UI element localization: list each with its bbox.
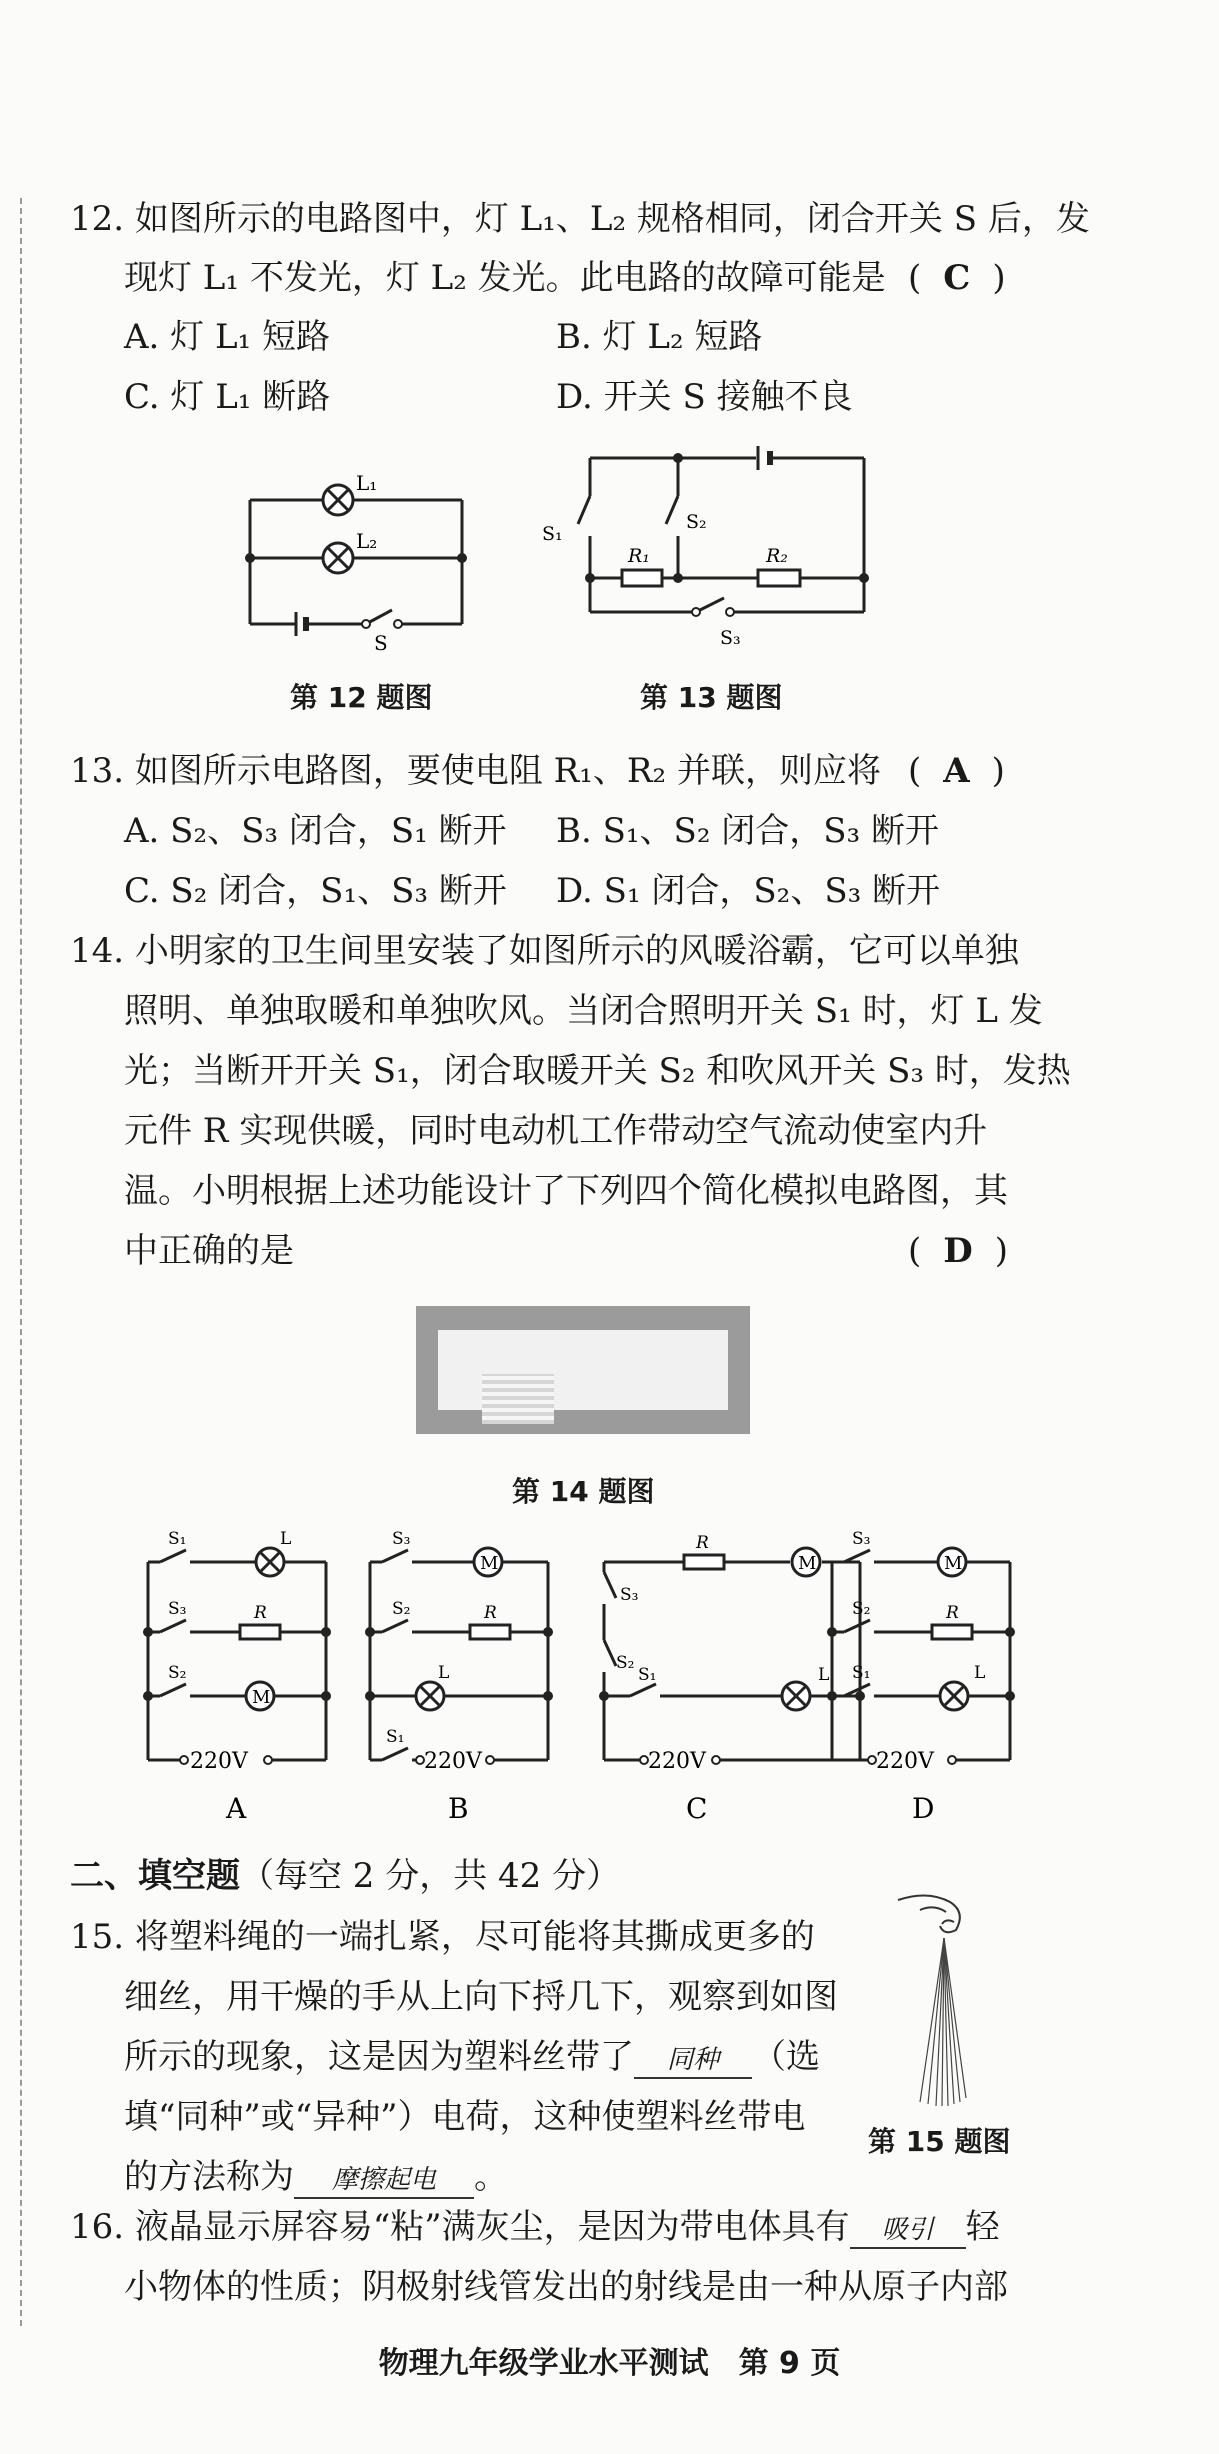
q13-option-a: A. S₂、S₃ 闭合，S₁ 断开 xyxy=(124,811,507,851)
section2-title: 二、填空题 xyxy=(70,1856,240,1896)
circuit-a-label-s1: S₁ xyxy=(168,1529,187,1549)
circuit-c-motor-icon xyxy=(792,1548,820,1576)
circuit-a-label-s3: S₃ xyxy=(168,1599,187,1619)
circuit-c-label-s1: S₁ xyxy=(638,1665,657,1685)
q15-line5 xyxy=(124,2154,508,2200)
circuit-c xyxy=(599,1533,865,1825)
fig12-lamp-l1-icon xyxy=(323,485,353,515)
q13-answer-value: A xyxy=(943,751,970,791)
fig12-battery-icon xyxy=(296,612,306,636)
q13-answer: ( A ) xyxy=(908,751,1005,791)
q15-line5-end: 。 xyxy=(474,2157,508,2197)
fig14-caption: 第 14 题图 xyxy=(512,1475,655,1508)
circuit-c-option-label: C xyxy=(686,1792,708,1825)
fig13-resistor-r2 xyxy=(758,570,800,586)
fig13-resistor-r1 xyxy=(622,570,662,586)
q15-blank1: 同种 xyxy=(634,2043,752,2079)
q12-option-d: D. 开关 S 接触不良 xyxy=(556,377,853,417)
q16-line1-text: 16. 液晶显示屏容易“粘”满灰尘，是因为带电体具有 xyxy=(70,2207,850,2247)
circuit-c-resistor xyxy=(684,1555,724,1569)
q16-line2: 小物体的性质；阴极射线管发出的射线是由一种从原子内部 xyxy=(124,2267,1008,2307)
bath-heater-vent xyxy=(482,1374,554,1424)
fig13-label-r1: R₁ xyxy=(628,545,650,567)
q16-line1 xyxy=(70,2204,1000,2250)
circuit-b-label-s2: S₂ xyxy=(392,1599,411,1619)
q13-option-c: C. S₂ 闭合，S₁、S₃ 断开 xyxy=(124,871,507,911)
fig15-caption: 第 15 题图 xyxy=(868,2125,1011,2158)
circuit-c-label-r: R xyxy=(696,1533,709,1553)
q14-line5: 温。小明根据上述功能设计了下列四个简化模拟电路图，其 xyxy=(124,1171,1008,1211)
circuit-b-lamp-icon xyxy=(416,1682,444,1710)
circuit-b-voltage: 220V xyxy=(424,1749,482,1774)
q15-line3 xyxy=(124,2034,820,2080)
page-footer: 物理九年级学业水平测试 第 9 页 xyxy=(378,2346,841,2381)
fig12-circuit-diagram xyxy=(236,462,476,655)
fig13-circuit-diagram xyxy=(528,436,888,662)
fig12-label-l1: L₁ xyxy=(356,471,378,495)
q15-line5-text: 的方法称为 xyxy=(124,2157,294,2197)
q12-answer-value: C xyxy=(943,258,971,298)
fig13-label-s3: S₃ xyxy=(720,627,741,649)
q13-option-d: D. S₁ 闭合，S₂、S₃ 断开 xyxy=(556,871,941,911)
q13-line1: 13. 如图所示电路图，要使电阻 R₁、R₂ 并联，则应将 xyxy=(70,751,881,791)
q12-option-a: A. 灯 L₁ 短路 xyxy=(124,317,330,357)
circuit-a-label-l: L xyxy=(280,1529,292,1549)
circuit-d xyxy=(827,1529,1015,1825)
fig13-battery-icon xyxy=(758,446,770,470)
q14-line4: 元件 R 实现供暖，同时电动机工作带动空气流动使室内升 xyxy=(124,1111,988,1151)
fig13-label-r2: R₂ xyxy=(766,545,788,567)
q15-blank2: 摩擦起电 xyxy=(294,2163,474,2199)
fig12-label-l2: L₂ xyxy=(356,529,378,553)
fig13-caption: 第 13 题图 xyxy=(640,681,783,714)
circuit-d-voltage: 220V xyxy=(876,1749,934,1774)
circuit-d-option-label: D xyxy=(912,1792,935,1825)
fig14-circuit-options: M S₁ L S₃ R S₂ 220V A S₃ S₂ R L S₁ 220V B R S₃ S₂ S₁ L 220V C S₃ S₂ R S₁ L 220V D xyxy=(120,1520,1040,1820)
circuit-a-option-label: A xyxy=(226,1792,247,1825)
q16-blank1: 吸引 xyxy=(850,2213,966,2249)
circuit-c-label-s2: S₂ xyxy=(616,1653,635,1673)
circuit-b-resistor xyxy=(470,1625,510,1639)
fig12-caption: 第 12 题图 xyxy=(290,681,433,714)
circuit-c-voltage: 220V xyxy=(648,1749,706,1774)
circuit-b-label-l: L xyxy=(438,1663,450,1683)
q12-option-c: C. 灯 L₁ 断路 xyxy=(124,377,331,417)
q14-answer: ( D ) xyxy=(908,1231,1009,1271)
circuit-c-label-s3: S₃ xyxy=(620,1585,639,1605)
q15-line2: 细丝，用干燥的手从上向下捋几下，观察到如图 xyxy=(124,1977,838,2017)
q15-line4: 填“同种”或“异种”）电荷，这种使塑料丝带电 xyxy=(124,2097,806,2137)
circuit-a-label-r: R xyxy=(254,1603,267,1623)
circuit-b-label-s3: S₃ xyxy=(392,1529,411,1549)
q15-line3-text: 所示的现象，这是因为塑料丝带了 xyxy=(124,2037,634,2077)
q14-answer-value: D xyxy=(943,1231,973,1271)
fig13-label-s2: S₂ xyxy=(686,511,707,533)
q13-option-b: B. S₁、S₂ 闭合，S₃ 断开 xyxy=(556,811,939,851)
circuit-a-resistor xyxy=(240,1625,280,1639)
circuit-c-lamp-icon xyxy=(782,1682,810,1710)
circuit-a xyxy=(143,1529,331,1825)
fig12-lamp-l2-icon xyxy=(323,543,353,573)
circuit-d-resistor xyxy=(932,1625,972,1639)
circuit-d-label-s3: S₃ xyxy=(852,1529,871,1549)
q15-line1: 15. 将塑料绳的一端扎紧，尽可能将其撕成更多的 xyxy=(70,1917,815,1957)
circuit-d-label-s1: S₁ xyxy=(852,1663,871,1683)
circuit-d-lamp-icon xyxy=(940,1682,968,1710)
circuit-b-label-r: R xyxy=(484,1603,497,1623)
q12-answer: ( C ) xyxy=(908,258,1006,298)
circuit-a-lamp-icon xyxy=(256,1548,284,1576)
section2-heading xyxy=(70,1848,620,1897)
fig15-plastic-strands-illustration xyxy=(880,1882,1010,2112)
circuit-a-label-s2: S₂ xyxy=(168,1663,187,1683)
circuit-c-label-l: L xyxy=(818,1665,830,1685)
binding-margin-line xyxy=(20,198,22,2326)
q14-line3: 光；当断开开关 S₁，闭合取暖开关 S₂ 和吹风开关 S₃ 时，发热 xyxy=(124,1051,1071,1091)
circuit-d-label-r: R xyxy=(946,1603,959,1623)
circuit-b xyxy=(365,1529,553,1825)
q14-line1: 14. 小明家的卫生间里安装了如图所示的风暖浴霸，它可以单独 xyxy=(70,931,1019,971)
q14-line6: 中正确的是 xyxy=(124,1231,294,1271)
q12-line1: 12. 如图所示的电路图中，灯 L₁、L₂ 规格相同，闭合开关 S 后，发 xyxy=(70,199,1090,239)
q15-line3-end: （选 xyxy=(752,2037,820,2077)
bath-heater-photo xyxy=(416,1306,750,1434)
fig13-label-s1: S₁ xyxy=(542,523,563,545)
circuit-b-motor-icon xyxy=(474,1548,502,1576)
circuit-d-label-s2: S₂ xyxy=(852,1599,871,1619)
section2-note: （每空 2 分，共 42 分） xyxy=(240,1856,621,1896)
q14-line2: 照明、单独取暖和单独吹风。当闭合照明开关 S₁ 时，灯 L 发 xyxy=(124,991,1043,1031)
q12-option-b: B. 灯 L₂ 短路 xyxy=(556,317,763,357)
circuit-b-label-s1: S₁ xyxy=(386,1727,405,1747)
q16-line1-end: 轻 xyxy=(965,2207,1000,2247)
fig12-label-s: S xyxy=(374,631,388,655)
circuit-d-motor-icon xyxy=(938,1548,966,1576)
circuit-a-motor-icon xyxy=(246,1682,274,1710)
q12-line2: 现灯 L₁ 不发光，灯 L₂ 发光。此电路的故障可能是 xyxy=(124,258,886,298)
circuit-b-option-label: B xyxy=(448,1792,469,1825)
circuit-d-label-l: L xyxy=(974,1663,986,1683)
circuit-a-voltage: 220V xyxy=(190,1749,248,1774)
